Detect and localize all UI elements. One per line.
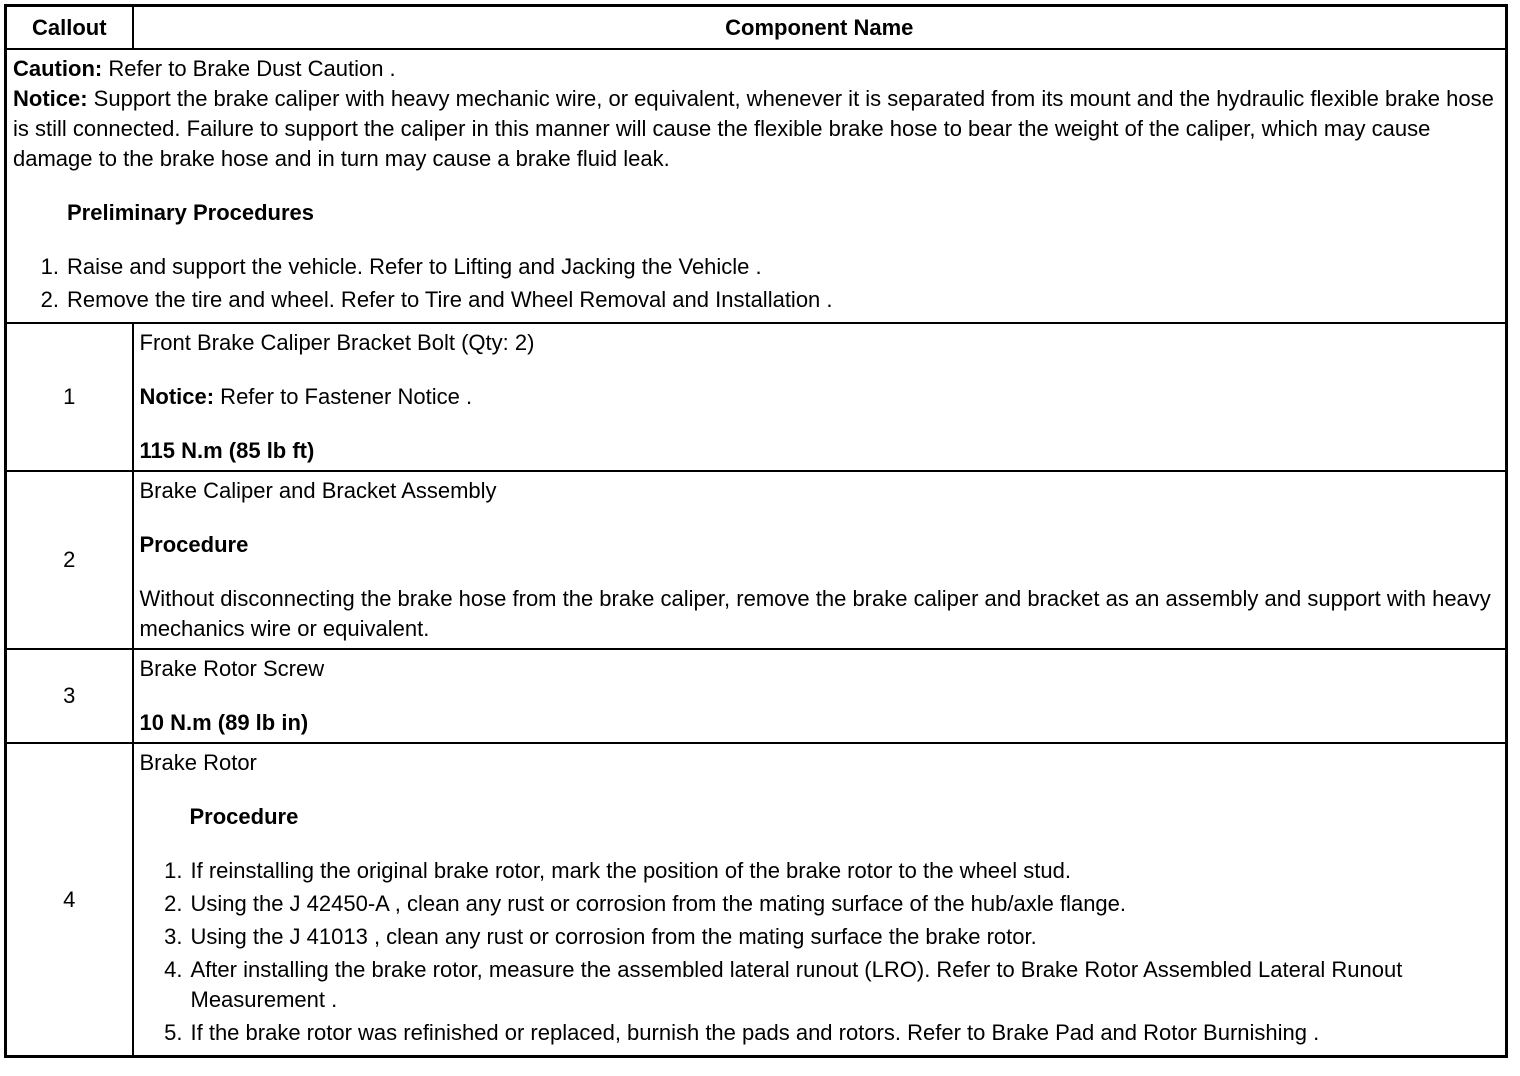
callout-header: Callout — [6, 6, 133, 50]
table-row — [6, 649, 1507, 743]
caution-label: Caution: — [13, 56, 103, 81]
step-text: After installing the brake rotor, measure the assembled lateral runout (LRO). Refer to Brake Rotor Assembled Lateral Runout Measurement . — [190, 957, 1403, 1012]
intro-row — [6, 49, 1507, 323]
step-number: 3. — [164, 924, 183, 949]
component-cell — [133, 743, 1507, 1057]
step-text: Remove the tire and wheel. Refer to Tire and Wheel Removal and Installation . — [67, 287, 833, 312]
list-item — [140, 922, 1500, 952]
component-name: Brake Rotor Screw — [139, 656, 325, 681]
torque-spec: 115 N.m (85 lb ft) — [139, 438, 315, 463]
step-text: Using the J 42450-A , clean any rust or corrosion from the mating surface of the hub/axle flange. — [190, 891, 1127, 916]
callout-number: 4 — [6, 743, 133, 1057]
table-row — [6, 743, 1507, 1057]
notice-label: Notice: — [139, 384, 215, 409]
list-item — [140, 856, 1500, 886]
step-text: Using the J 41013 , clean any rust or corrosion from the mating surface the brake rotor. — [190, 924, 1037, 949]
procedure-steps — [140, 856, 1500, 1048]
notice-paragraph — [140, 382, 1500, 412]
list-item — [140, 889, 1500, 919]
component-name-header: Component Name — [133, 6, 1507, 50]
preliminary-heading: Preliminary Procedures — [67, 200, 315, 225]
notice-paragraph — [13, 84, 1499, 174]
list-item — [140, 1018, 1500, 1048]
torque-spec: 10 N.m (89 lb in) — [139, 710, 309, 735]
table-row — [6, 323, 1507, 471]
step-text: If the brake rotor was refinished or replaced, burnish the pads and rotors. Refer to Brake Pad and Rotor Burnishing . — [190, 1020, 1320, 1045]
notice-label: Notice: — [13, 86, 88, 111]
step-text: If reinstalling the original brake rotor, mark the position of the brake rotor to the wheel stud. — [190, 858, 1071, 883]
procedure-text: Without disconnecting the brake hose from the brake caliper, remove the brake caliper and bracket as an assembly and support with heavy mechanics wire or equivalent. — [139, 586, 1491, 641]
notice-text: Refer to Fastener Notice . — [214, 384, 473, 409]
step-number: 1. — [164, 858, 183, 883]
caution-text: Refer to Brake Dust Caution . — [102, 56, 396, 81]
procedure-heading: Procedure — [139, 532, 249, 557]
preliminary-steps — [13, 252, 1499, 315]
step-number: 2. — [40, 287, 59, 312]
component-cell — [133, 471, 1507, 649]
table-row — [6, 471, 1507, 649]
list-item — [13, 252, 1499, 282]
header-row — [6, 6, 1507, 50]
component-name: Front Brake Caliper Bracket Bolt (Qty: 2) — [139, 330, 535, 355]
list-item — [140, 955, 1500, 1015]
list-item — [13, 285, 1499, 315]
step-number: 1. — [40, 254, 59, 279]
caution-paragraph — [13, 54, 1499, 84]
callout-number: 2 — [6, 471, 133, 649]
component-name: Brake Caliper and Bracket Assembly — [139, 478, 497, 503]
step-text: Raise and support the vehicle. Refer to Lifting and Jacking the Vehicle . — [67, 254, 762, 279]
component-cell — [133, 323, 1507, 471]
callout-number: 3 — [6, 649, 133, 743]
step-number: 4. — [164, 957, 183, 982]
intro-cell — [6, 49, 1507, 323]
component-cell — [133, 649, 1507, 743]
procedure-table — [4, 4, 1508, 1058]
component-name: Brake Rotor — [139, 750, 257, 775]
step-number: 2. — [164, 891, 183, 916]
notice-text: Support the brake caliper with heavy mechanic wire, or equivalent, whenever it is separated from its mount and the hydraulic flexible brake hose is still connected. Failure to support the caliper in this manner will cause the flexible brake hose to bear the weight of the caliper, which may cause damage to the brake hose and in turn may cause a brake fluid leak. — [13, 86, 1494, 171]
step-number: 5. — [164, 1020, 183, 1045]
callout-number: 1 — [6, 323, 133, 471]
procedure-heading: Procedure — [189, 804, 299, 829]
